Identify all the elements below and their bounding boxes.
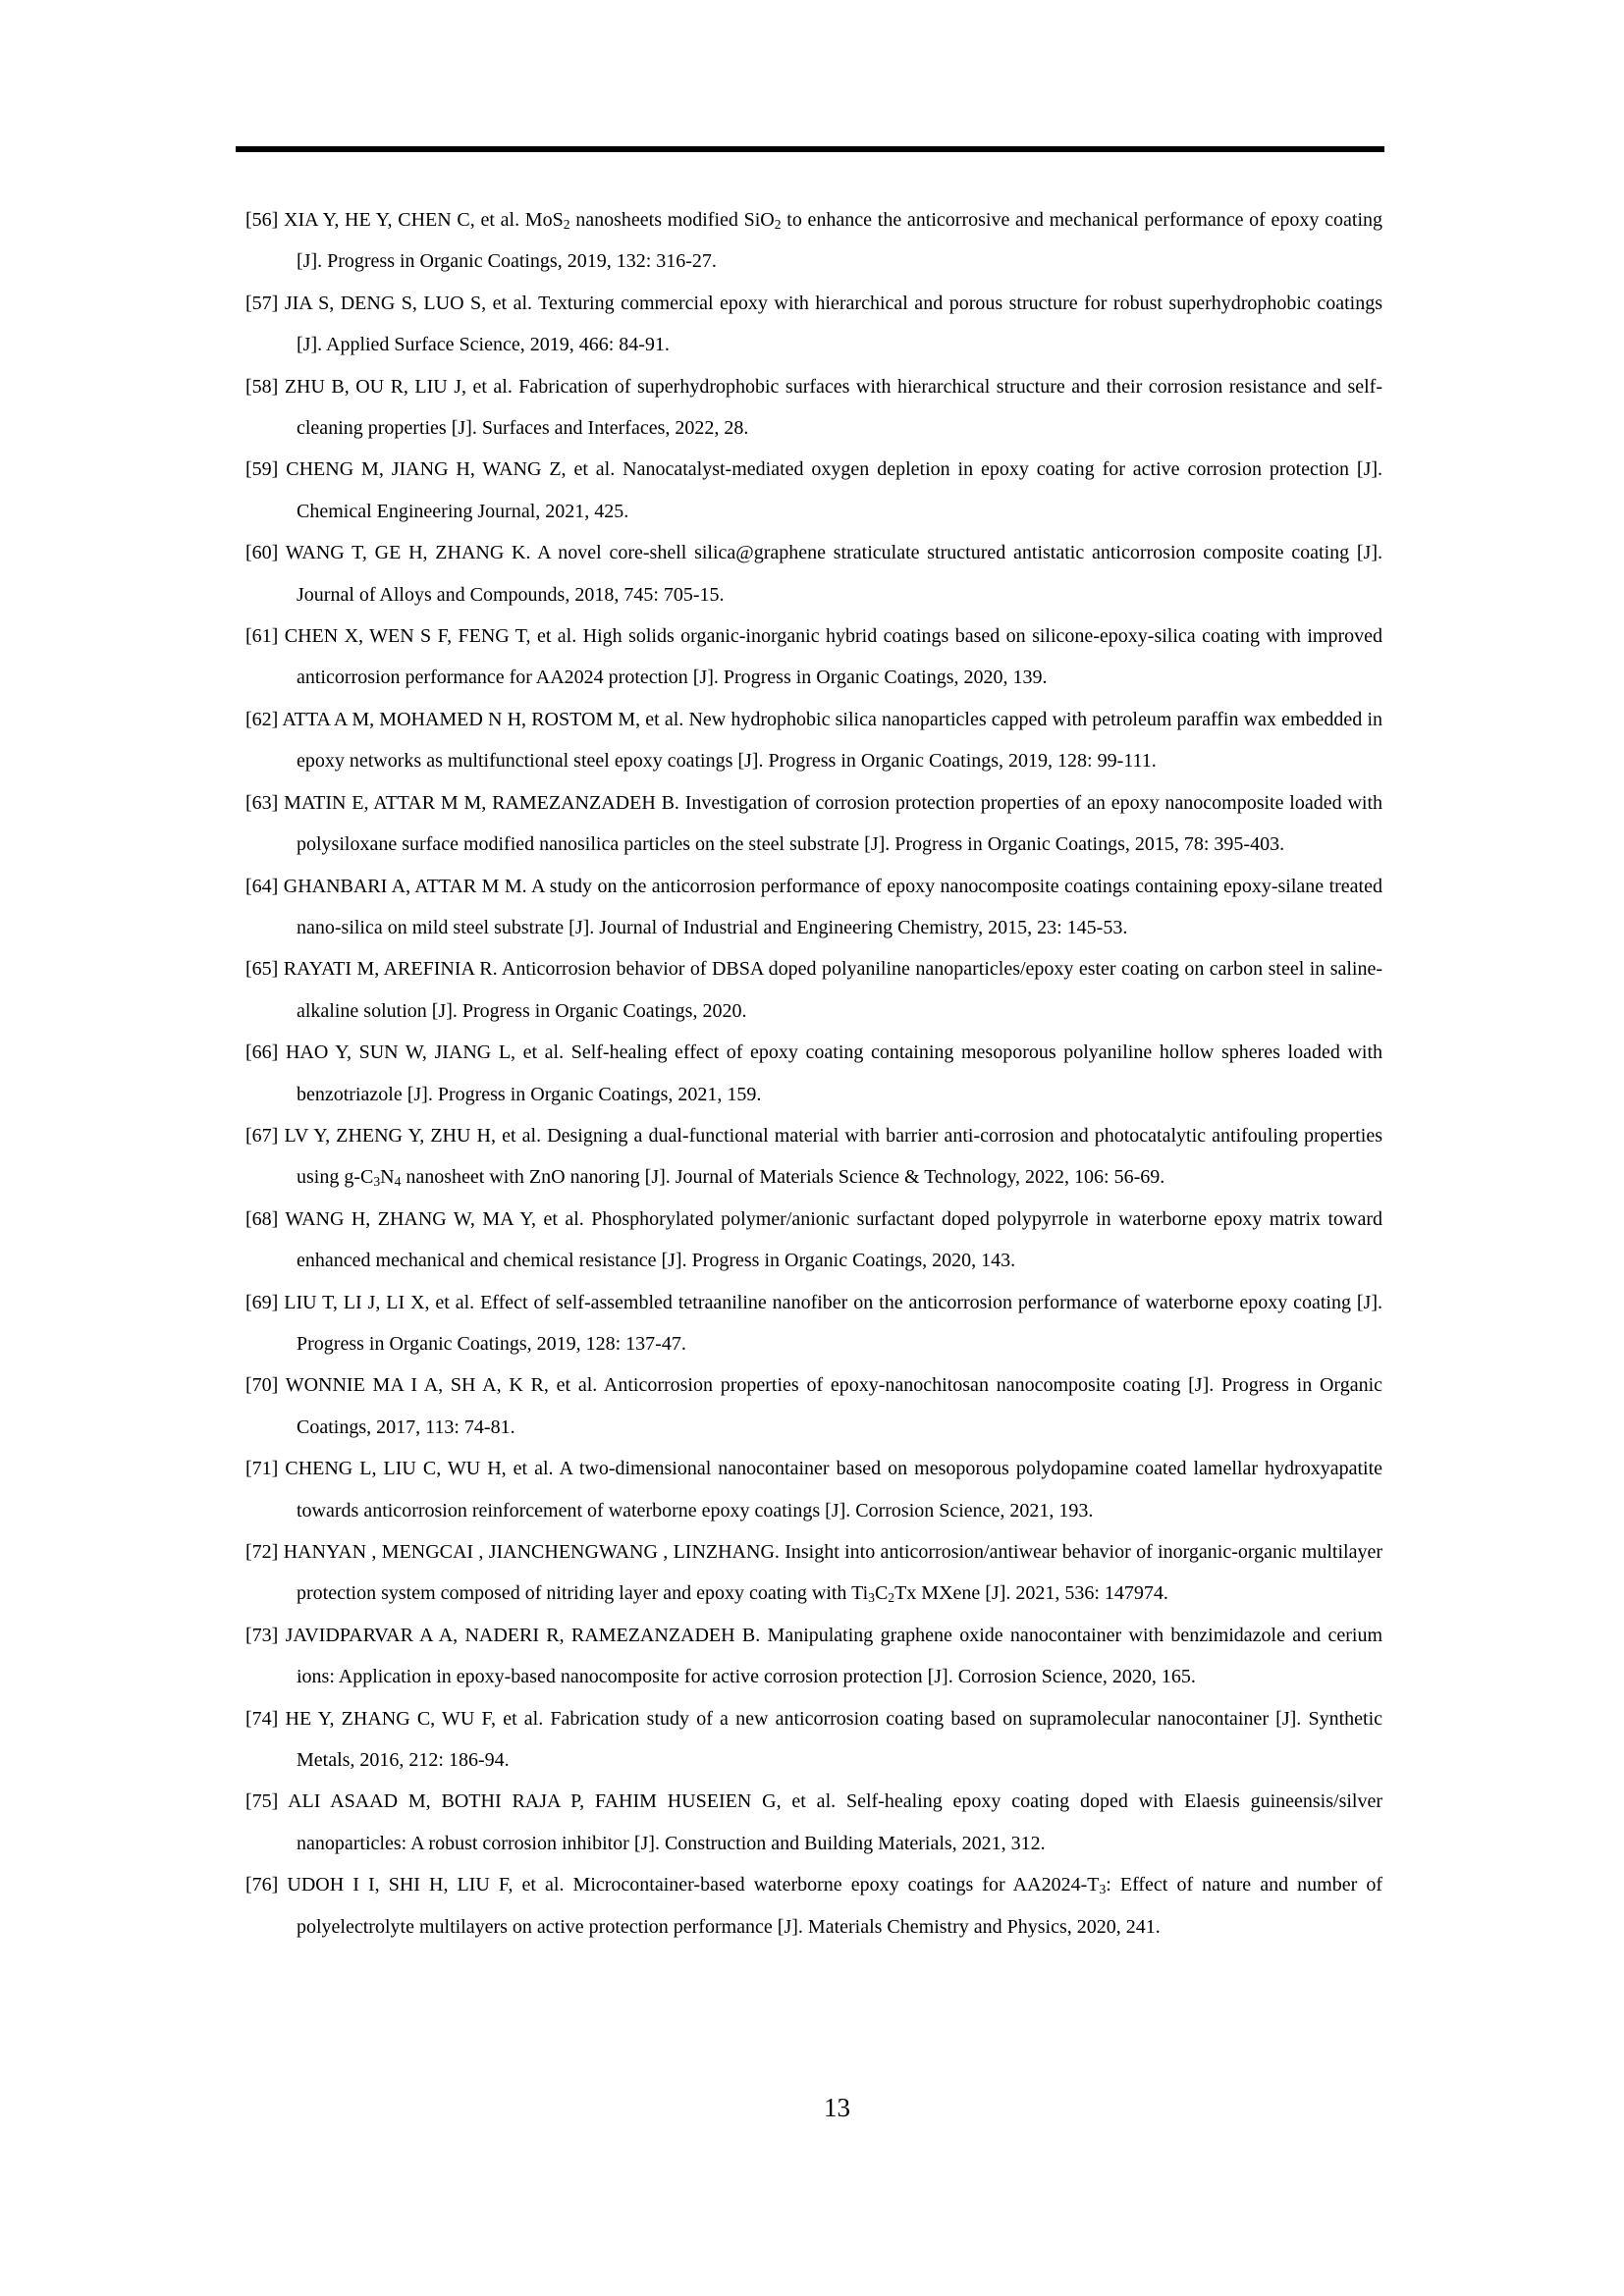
- reference-text: ZHU B, OU R, LIU J, et al. Fabrication of superhydrophobic surfaces with hierarchical structure and their corrosion resistance and self-cleaning properties [J]. Surfaces and Interfaces, 2022, 28.: [284, 375, 1383, 440]
- reference-item: [245, 283, 1382, 366]
- reference-label: [68]: [245, 1207, 279, 1230]
- reference-label: [65]: [245, 958, 279, 981]
- reference-text: CHENG M, JIANG H, WANG Z, et al. Nanocatalyst-mediated oxygen depletion in epoxy coating for active corrosion protection [J]. Chemical Engineering Journal, 2021, 425.: [286, 458, 1383, 522]
- reference-label: [72]: [245, 1541, 279, 1563]
- reference-text: ATTA A M, MOHAMED N H, ROSTOM M, et al. New hydrophobic silica nanoparticles capped with petroleum paraffin wax embedded in epoxy networks as multifunctional steel epoxy coatings [J]. Progress in Organic Coatings, 2019, 128: 99-111.: [282, 708, 1382, 773]
- reference-label: [62]: [245, 708, 279, 730]
- reference-item: [245, 1531, 1382, 1615]
- reference-item: [245, 199, 1382, 283]
- reference-label: [73]: [245, 1624, 279, 1646]
- reference-item: [245, 1115, 1382, 1199]
- reference-item: [245, 1448, 1382, 1531]
- reference-label: [69]: [245, 1291, 279, 1313]
- reference-label: [75]: [245, 1790, 279, 1813]
- reference-text: HANYAN , MENGCAI , JIANCHENGWANG , LINZHANG. Insight into anticorrosion/antiwear behavior of inorganic-organic multilayer protection system composed of nitriding layer and epoxy coating with $Ti_3C_2Tx$ MXene [J]. 2021, 536: 147974.: [283, 1541, 1383, 1606]
- reference-item: [245, 1364, 1382, 1448]
- reference-label: [64]: [245, 875, 279, 897]
- reference-label: [76]: [245, 1874, 279, 1896]
- reference-text: MATIN E, ATTAR M M, RAMEZANZADEH B. Investigation of corrosion protection properties of an epoxy nanocomposite loaded with polysiloxane surface modified nanosilica particles on the steel substrate [J]. Progress in Organic Coatings, 2015, 78: 395-403.: [284, 791, 1382, 856]
- reference-list: [245, 199, 1382, 1948]
- header-rule: [236, 146, 1384, 152]
- reference-label: [58]: [245, 375, 279, 398]
- reference-label: [66]: [245, 1041, 279, 1064]
- reference-item: [245, 866, 1382, 949]
- reference-item: [245, 615, 1382, 699]
- reference-item: [245, 948, 1382, 1032]
- reference-text: JIA S, DENG S, LUO S, et al. Texturing commercial epoxy with hierarchical and porous structure for robust superhydrophobic coatings [J]. Applied Surface Science, 2019, 466: 84-91.: [284, 292, 1382, 356]
- reference-text: RAYATI M, AREFINIA R. Anticorrosion behavior of DBSA doped polyaniline nanoparticles/epoxy ester coating on carbon steel in saline-alkaline solution [J]. Progress in Organic Coatings, 2020.: [283, 958, 1382, 1022]
- reference-label: [60]: [245, 542, 279, 564]
- reference-item: [245, 1199, 1382, 1282]
- reference-item: [245, 1781, 1382, 1864]
- reference-text: UDOH I I, SHI H, LIU F, et al. Microcontainer-based waterborne epoxy coatings for $AA2024-T_3$: Effect of nature and number of polyelectrolyte multilayers on active protection performance [J]. Materials Chemistry and Physics, 2020, 241.: [287, 1874, 1382, 1938]
- reference-item: [245, 1615, 1382, 1698]
- reference-text: WANG T, GE H, ZHANG K. A novel core-shell silica@graphene straticulate structured antistatic anticorrosion composite coating [J]. Journal of Alloys and Compounds, 2018, 745: 705-15.: [285, 542, 1382, 606]
- reference-text: LV Y, ZHENG Y, ZHU H, et al. Designing a dual-functional material with barrier anti-corrosion and photocatalytic antifouling properties using $g-C_3N_4$ nanosheet with ZnO nanoring [J]. Journal of Materials Science & Technology, 2022, 106: 56-69.: [284, 1124, 1382, 1190]
- reference-label: [71]: [245, 1458, 279, 1480]
- reference-label: [59]: [245, 458, 279, 481]
- reference-text: HE Y, ZHANG C, WU F, et al. Fabrication study of a new anticorrosion coating based on supramolecular nanocontainer [J]. Synthetic Metals, 2016, 212: 186-94.: [285, 1707, 1383, 1772]
- page-number: 13: [824, 2093, 850, 2122]
- reference-item: [245, 532, 1382, 615]
- reference-item: [245, 782, 1382, 866]
- reference-text: WONNIE MA I A, SH A, K R, et al. Anticorrosion properties of epoxy-nanochitosan nanocomposite coating [J]. Progress in Organic Coatings, 2017, 113: 74-81.: [285, 1374, 1382, 1438]
- reference-text: LIU T, LI J, LI X, et al. Effect of self-assembled tetraaniline nanofiber on the anticorrosion performance of waterborne epoxy coating [J]. Progress in Organic Coatings, 2019, 128: 137-47.: [284, 1291, 1382, 1355]
- reference-text: HAO Y, SUN W, JIANG L, et al. Self-healing effect of epoxy coating containing mesoporous polyaniline hollow spheres loaded with benzotriazole [J]. Progress in Organic Coatings, 2021, 159.: [285, 1041, 1383, 1105]
- reference-text: JAVIDPARVAR A A, NADERI R, RAMEZANZADEH B. Manipulating graphene oxide nanocontainer with benzimidazole and cerium ions: Application in epoxy-based nanocomposite for active corrosion protection [J]. Corrosion Science, 2020, 165.: [285, 1624, 1383, 1688]
- reference-text: WANG H, ZHANG W, MA Y, et al. Phosphorylated polymer/anionic surfactant doped polypyrrole in waterborne epoxy matrix toward enhanced mechanical and chemical resistance [J]. Progress in Organic Coatings, 2020, 143.: [285, 1207, 1382, 1272]
- reference-text: XIA Y, HE Y, CHEN C, et al. MoS$_2$ nanosheets modified SiO$_2$ to enhance the anticorrosive and mechanical performance of epoxy coating [J]. Progress in Organic Coatings, 2019, 132: 316-27.: [284, 209, 1383, 273]
- reference-text: ALI ASAAD M, BOTHI RAJA P, FAHIM HUSEIEN G, et al. Self-healing epoxy coating doped with Elaesis guineensis/silver nanoparticles: A robust corrosion inhibitor [J]. Construction and Building Materials, 2021, 312.: [288, 1790, 1382, 1854]
- reference-label: [70]: [245, 1374, 279, 1397]
- reference-text: GHANBARI A, ATTAR M M. A study on the anticorrosion performance of epoxy nanocomposite coatings containing epoxy-silane treated nano-silica on mild steel substrate [J]. Journal of Industrial and Engineering Chemistry, 2015, 23: 145-53.: [283, 875, 1382, 938]
- reference-item: [245, 1032, 1382, 1115]
- reference-label: [74]: [245, 1707, 279, 1730]
- reference-text: CHEN X, WEN S F, FENG T, et al. High solids organic-inorganic hybrid coatings based on silicone-epoxy-silica coating with improved anticorrosion performance for AA2024 protection [J]. Progress in Organic Coatings, 2020, 139.: [284, 625, 1382, 689]
- reference-item: [245, 1864, 1382, 1948]
- reference-item: [245, 449, 1382, 532]
- reference-label: [63]: [245, 791, 279, 814]
- reference-item: [245, 1698, 1382, 1782]
- reference-label: [61]: [245, 625, 279, 648]
- reference-item: [245, 366, 1382, 450]
- reference-label: [56]: [245, 209, 279, 231]
- reference-item: [245, 699, 1382, 782]
- reference-label: [67]: [245, 1124, 279, 1147]
- reference-label: [57]: [245, 292, 279, 314]
- reference-text: CHENG L, LIU C, WU H, et al. A two-dimensional nanocontainer based on mesoporous polydopamine coated lamellar hydroxyapatite towards anticorrosion reinforcement of waterborne epoxy coatings [J]. Corrosion Science, 2021, 193.: [285, 1458, 1383, 1522]
- reference-item: [245, 1282, 1382, 1365]
